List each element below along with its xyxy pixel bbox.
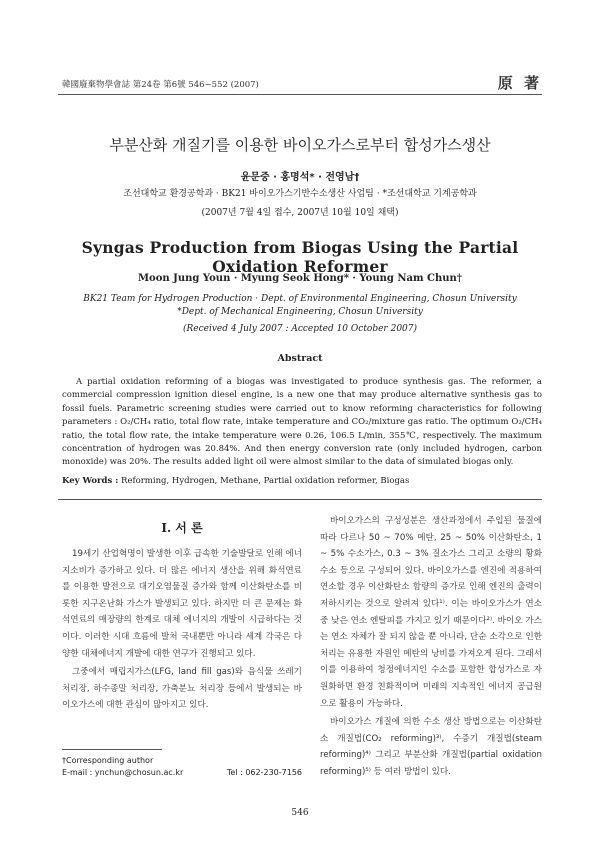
abstract-text: A partial oxidation reforming of a biogas was investigated to produce synthesis gas. The reformer, a commercial compression ignition diesel engine, is a new one that may produce alternative synthesis gas to fossil fuels. Parametric screening studies were carried out to know reforming characteristics for following parameters : O₂/CH₄ ratio, total flow rate, intake temperature and CO₂/mixture gas ratio. The optimum O₂/CH₄ ratio, the total flow rate, the intake temperature were 0.26, 106.5 L/min, 355℃, respectively. The maximum concentration of hydrogen was 20.84%. And then energy conversion rate (only included hydrogen, carbon monoxide) was 20%. The results added light oil were almost similar to the data of simulated biogas only. <box>62 377 542 468</box>
author-phone: Tel : 062-230-7156 <box>226 768 302 777</box>
keywords-label: Key Words : <box>62 476 119 486</box>
korean-dates: (2007년 7월 4일 접수, 2007년 10월 10일 채택) <box>201 208 399 218</box>
corresponding-author-note: †Corresponding author <box>62 756 154 765</box>
korean-title: 부분산화 개질기를 이용한 바이오가스로부터 합성가스생산 <box>109 136 491 154</box>
paragraph: 19세기 산업혁명이 발생한 이후 급속한 기술발달로 인해 에너지소비가 증가하고 있다. 더 많은 에너지 생산을 위해 화석연료를 이용한 발전으로 대기오염물질 증가와 함께 이산화탄소를 비롯한 지구온난화 가스가 발생되고 있다. 하지만 더 큰 문제는 화석연료의 매장량의 한계로 대체 에너지의 개발이 시급하다는 것이다. 이러한 시대 흐름에 발처 국내뿐만 아니라 세계 각국은 다양한 대체에너지 개발에 대한 연구가 진행되고 있다. <box>62 549 302 659</box>
footnote-rule <box>62 749 162 750</box>
paragraph: 바이오가스 개질에 의한 수소 생산 방법으로는 이산화탄소 개질법(CO₂ reforming)³⁾, 수증기 개질법(steam reforming)⁴⁾ 그리고 부분산화 개질법(partial oxidation reforming)⁵⁾ 등 여러 방법이 있다. <box>320 717 542 777</box>
english-affiliation-1: BK21 Team for Hydrogen Production · Dept. of Environmental Engineering, Chosun University <box>83 294 517 304</box>
page-number: 546 <box>291 808 309 818</box>
footnote <box>62 755 302 779</box>
english-dates: (Received 4 July 2007 : Accepted 10 October 2007) <box>182 324 418 334</box>
korean-authors: 윤문중 · 홍명석* · 전영남† <box>240 172 360 183</box>
author-email: E-mail : ynchun@chosun.ac.kr <box>62 768 184 777</box>
korean-affiliation: 조선대학교 환경공학과 · BK21 바이오가스기반수소생산 사업팀 · *조선대학교 기계공학과 <box>123 189 477 199</box>
header-rule <box>58 94 542 95</box>
english-title: Syngas Production from Biogas Using the Partial Oxidation Reformer <box>81 238 519 276</box>
paragraph: 그중에서 매립지가스(LFG, land fill gas)와 음식물 쓰레기 처리장, 하수종말 처리장, 가축분뇨 처리장 등에서 발생되는 바이오가스에 대한 관심이 많아지고 있다. <box>62 667 302 711</box>
right-column <box>320 513 542 781</box>
journal-citation: 韓國廢棄物學會誌 第24卷 第6號 546~552 (2007) <box>62 80 259 90</box>
paragraph: 바이오가스의 구성성분은 생산과정에서 주입된 물질에 따라 다르나 50 ~ 70% 메탄, 25 ~ 50% 이산화탄소, 1 ~ 5% 수소가스, 0.3 ~ 3% 질소가스 그리고 소량의 황화수소 등으로 구성되어 있다. 바이오가스를 엔진에 적용하여 연소할 경우 이산화탄소 함량의 증가로 인해 엔진의 출력이 저하시키는 것으로 알려져 있다¹⁾. 이는 바이오가스가 연소 중 낮은 연소 엔탈피를 가지고 있기 때문이다²⁾. 바이오 가스는 연소 자체가 잘 되지 않을 뿐 아니라, 단순 소각으로 인한 처리는 유용한 자원인 메탄의 낭비를 가져오게 된다. 그래서 이를 이용하여 청정에너지인 수소를 포함한 합성가스로 자원화하면 환경 친화적이며 미래의 지속적인 에너지 공급원으로 활용이 가능하다. <box>320 516 542 709</box>
keywords <box>62 476 542 486</box>
keywords-list: Reforming, Hydrogen, Methane, Partial oxidation reformer, Biogas <box>118 476 410 486</box>
abstract-heading: Abstract <box>277 353 323 364</box>
section-title: I. 서 론 <box>161 521 203 535</box>
abstract-rule <box>58 499 542 500</box>
left-column <box>62 546 302 714</box>
article-type-tag: 原 著 <box>497 74 542 92</box>
english-authors: Moon Jung Youn · Myung Seok Hong* · Young Nam Chun† <box>137 273 463 284</box>
english-affiliation-2: *Dept. of Mechanical Engineering, Chosun University <box>177 307 423 317</box>
